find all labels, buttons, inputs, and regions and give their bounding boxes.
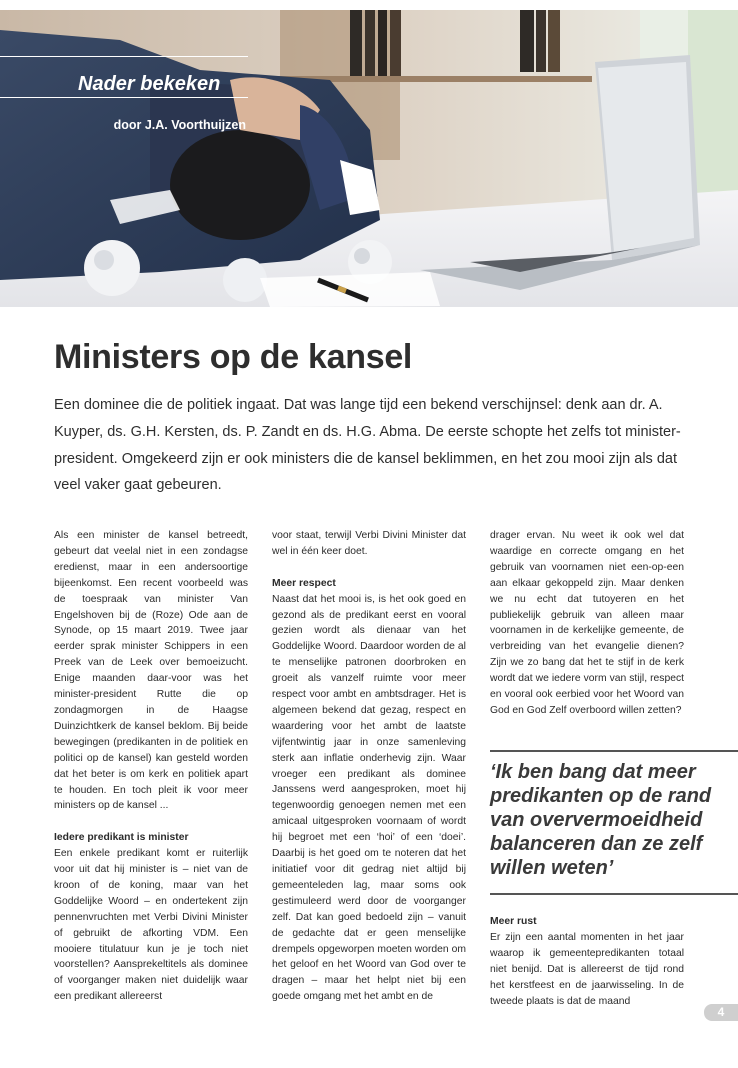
pullquote: ‘Ik ben bang dat meer predikanten op de rand van oververmoeidheid balanceren dan ze zelf willen weten’ (490, 761, 712, 879)
byline: door J.A. Voorthuijzen (113, 118, 246, 132)
col3-paragraph-1: drager ervan. Nu weet ik ook wel dat waardige en correcte omgang en het gebruik van voornamen niet een-op-een aan elkaar gekoppeld zijn. Maar denken we nu echt dat tutoyeren en het publiekelijk gebruik van alleen maar voornamen in de kerkelijke gemeente, de verbreiding van het evangelie dienen? Zijn we zo bang dat het te stijf in de kerk wordt dat we iedere vorm van stijl, respect en vooral ook eerbied voor het Woord van God en God Zelf overboord willen zetten? (490, 530, 684, 716)
col2-paragraph-2: Naast dat het mooi is, is het ook goed en gezond als de predikant eerst en vooral gezien wordt als dienaar van het Goddelijke Woord. Daardoor worden de al te menselijke patronen doorbroken en groeit als vanzelf ruimte voor meer respect voor ambt en ambtsdrager. Het is algemeen bekend dat gezag, respect en waardering voor het ambt de laatste vijfentwintig jaar in onze samenleving sterk aan inflatie onderhevig zijn. Waar vroeger een predikant als dominee Janssens werd aangesproken, moet hij tegenwoordig genoegen nemen met een amicaal uitgesproken voornaam of wordt hij begroet met een ‘hoi’ of een ‘doei’. Daarbij is het goed om te noteren dat het initiatief voor dit gedrag niet altijd bij gemeenteleden lag, maar soms ook gestimuleerd werd door de voorganger zelf. Dat kan goed bedoeld zijn – vanuit de gedachte dat er geen menselijke drempels opgeworpen moeten worden om het geloof en het Woord van God over te dragen – maar het helpt niet bij een goede omgang met het ambt en de (272, 593, 466, 1003)
hero-image (0, 10, 738, 307)
page-number: 4 (704, 1004, 738, 1021)
office-scene-illustration (0, 10, 738, 307)
column-2 (272, 528, 466, 1005)
pullquote-top-rule (490, 750, 738, 752)
col3-paragraph-2: Er zijn een aantal momenten in het jaar waarop ik gemeentepredikanten totaal niet benijd. Dat is allereerst de tijd rond het kerstfeest en de jaarwisseling. In de tweede plaats is dat de maand (490, 931, 684, 1007)
column-3 (490, 528, 684, 719)
pullquote-bottom-rule (490, 893, 738, 895)
col2-heading: Meer respect (272, 577, 336, 589)
col1-paragraph-2: Een enkele predikant komt er ruiterlijk voor uit dat hij minister is – niet van de kroon of de koning, maar van het Goddelijke Woord – en ondertekent zijn pennenvruchten met Verbi Divini Minister of gebruikt de afkorting VDM. Een mooiere titulatuur kun je je toch niet voorstellen? Aansprekeltitels als dominee of voorganger maken niet duidelijk waar een predikant allereerst (54, 848, 248, 1003)
column-3-continued (490, 914, 684, 1009)
article-title: Ministers op de kansel (54, 338, 413, 376)
hero-bottom-rule (0, 97, 248, 98)
col1-paragraph-1: Als een minister de kansel betreedt, gebeurt dat veelal niet in een zondagse eredienst, maar in een andersoortige bijeenkomst. Een recent voorbeeld was de toespraak van minister Van Engelshoven bij de (Roze) Ode aan de Synode, op 15 maart 2019. Twee jaar eerder sprak minister Schippers in een Preek van de Leek over bemoeizucht. Enige maanden daar-voor was het minister-president Rutte die op zondagmorgen in de Haagse Duinzichtkerk de kansel beklom. Bij beide bewegingen (predikanten in de politiek en politici op de kansel) kan gesteld worden dat het beter is om kerk en politiek apart te houden. En toch pleit ik voor meer ministers op de kansel ... (54, 530, 248, 812)
col1-heading: Iedere predikant is minister (54, 832, 189, 844)
col3-heading: Meer rust (490, 916, 537, 927)
col2-paragraph-1: voor staat, terwijl Verbi Divini Minister dat wel in één keer doet. (272, 530, 466, 557)
section-label: Nader bekeken (78, 73, 221, 95)
column-1 (54, 528, 248, 1005)
hero-top-rule (0, 56, 248, 57)
article-lead: Een dominee die de politiek ingaat. Dat was lange tijd een bekend verschijnsel: denk aan dr. A. Kuyper, ds. G.H. Kersten, ds. P. Zandt en ds. H.G. Abma. De eerste schopte het zelfs tot minister-president. Omgekeerd zijn er ook ministers die de kansel beklimmen, en het zou mooi zijn als dat veel vaker gaat gebeuren. (54, 397, 681, 494)
